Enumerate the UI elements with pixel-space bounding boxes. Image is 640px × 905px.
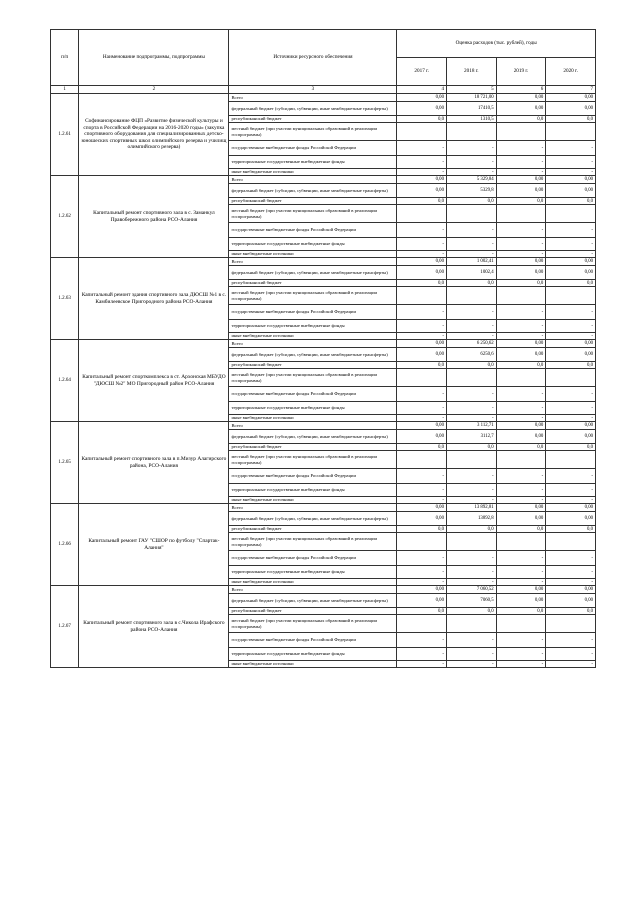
amount-cell: 0,00: [546, 586, 596, 594]
amount-cell: -: [397, 497, 447, 504]
amount-cell: 0,00: [546, 176, 596, 184]
funding-source: местный бюджет (при участии муниципальных образований в реализации госпрограммы): [229, 123, 397, 141]
amount-cell: [496, 123, 546, 141]
amount-cell: 0,00: [546, 258, 596, 266]
amount-cell: [546, 287, 596, 305]
amount-cell: 0,0: [546, 280, 596, 287]
amount-cell: 0,0: [397, 526, 447, 533]
amount-cell: 0,00: [546, 422, 596, 430]
item-name: Софинансирование ФЦП «Развитие физической культуры и спорта в Российской Федерации на 2016-2020 годы» (закупка спортивного оборудования для специализированных детско-юношеских спортивных школ олимпийского резерва и училищ олимпийского резерва): [79, 94, 229, 176]
amount-cell: -: [446, 305, 496, 320]
amount-cell: [546, 533, 596, 551]
amount-cell: 3 112,71: [446, 422, 496, 430]
funding-source: местный бюджет (при участии муниципальных образований в реализации госпрограммы): [229, 533, 397, 551]
item-name: Капитальный ремонт спортивного зала в с.Чикола Ирафского района РСО-Алания: [79, 586, 229, 668]
table-row: [51, 504, 596, 512]
amount-cell: -: [496, 251, 546, 258]
amount-cell: 0,0: [446, 280, 496, 287]
funding-source: государственные внебюджетные фонды Российской Федерации: [229, 223, 397, 238]
amount-cell: -: [496, 169, 546, 176]
amount-cell: [496, 205, 546, 223]
amount-cell: -: [397, 251, 447, 258]
amount-cell: 0,00: [496, 512, 546, 526]
column-number: 6: [496, 86, 546, 94]
funding-source: территориальные государственные внебюджетные фонды: [229, 402, 397, 415]
table-row: [51, 586, 596, 594]
header-num: п/п: [51, 30, 79, 86]
item-name: Капитальный ремонт спорткомплекса в ст. Архонская МБУДО "ДЮСШ №2" МО Пригородный район РСО-Алания: [79, 340, 229, 422]
amount-cell: -: [496, 484, 546, 497]
amount-cell: 0,00: [397, 504, 447, 512]
amount-cell: 0,0: [397, 608, 447, 615]
amount-cell: -: [496, 223, 546, 238]
amount-cell: -: [546, 497, 596, 504]
amount-cell: 0,00: [397, 594, 447, 608]
amount-cell: 0,0: [496, 116, 546, 123]
amount-cell: 0,00: [397, 422, 447, 430]
funding-source: федеральный бюджет (субсидии, субвенции, иные межбюджетные трансферты): [229, 184, 397, 198]
amount-cell: 0,00: [546, 184, 596, 198]
amount-cell: -: [446, 402, 496, 415]
amount-cell: -: [446, 648, 496, 661]
amount-cell: [496, 287, 546, 305]
amount-cell: -: [546, 223, 596, 238]
amount-cell: 0,00: [397, 348, 447, 362]
amount-cell: -: [446, 251, 496, 258]
item-code: 1.2.61: [51, 94, 79, 176]
amount-cell: 0,00: [496, 266, 546, 280]
funding-source: федеральный бюджет (субсидии, субвенции, иные межбюджетные трансферты): [229, 430, 397, 444]
amount-cell: 0,00: [397, 340, 447, 348]
amount-cell: 0,0: [446, 198, 496, 205]
amount-cell: [446, 205, 496, 223]
funding-source: государственные внебюджетные фонды Российской Федерации: [229, 387, 397, 402]
column-number: 1: [51, 86, 79, 94]
amount-cell: [446, 369, 496, 387]
amount-cell: -: [496, 141, 546, 156]
amount-cell: 0,00: [397, 430, 447, 444]
amount-cell: 0,00: [397, 184, 447, 198]
amount-cell: -: [496, 551, 546, 566]
amount-cell: 5 329,84: [446, 176, 496, 184]
amount-cell: -: [446, 141, 496, 156]
amount-cell: -: [496, 320, 546, 333]
amount-cell: -: [397, 320, 447, 333]
amount-cell: [446, 287, 496, 305]
amount-cell: -: [446, 633, 496, 648]
item-code: 1.2.64: [51, 340, 79, 422]
amount-cell: [397, 533, 447, 551]
amount-cell: -: [546, 251, 596, 258]
header-year: 2020 г.: [546, 58, 596, 86]
amount-cell: 0,0: [397, 198, 447, 205]
funding-source: территориальные государственные внебюджетные фонды: [229, 156, 397, 169]
funding-source: иные внебюджетные источники: [229, 415, 397, 422]
funding-source: местный бюджет (при участии муниципальных образований в реализации госпрограммы): [229, 369, 397, 387]
amount-cell: -: [496, 566, 546, 579]
amount-cell: 0,00: [496, 586, 546, 594]
amount-cell: -: [546, 469, 596, 484]
amount-cell: 0,0: [397, 362, 447, 369]
amount-cell: -: [446, 566, 496, 579]
amount-cell: 18 721,00: [446, 94, 496, 102]
amount-cell: -: [546, 633, 596, 648]
amount-cell: 0,00: [496, 258, 546, 266]
amount-cell: 0,00: [546, 512, 596, 526]
amount-cell: [397, 287, 447, 305]
amount-cell: 0,0: [496, 444, 546, 451]
amount-cell: 0,00: [546, 102, 596, 116]
amount-cell: -: [446, 484, 496, 497]
item-code: 1.2.65: [51, 422, 79, 504]
funding-source: федеральный бюджет (субсидии, субвенции, иные межбюджетные трансферты): [229, 102, 397, 116]
amount-cell: 13 892,81: [446, 504, 496, 512]
amount-cell: 7060,5: [446, 594, 496, 608]
funding-source: федеральный бюджет (субсидии, субвенции, иные межбюджетные трансферты): [229, 512, 397, 526]
amount-cell: -: [496, 156, 546, 169]
amount-cell: -: [397, 415, 447, 422]
column-number: 4: [397, 86, 447, 94]
amount-cell: 7 060,52: [446, 586, 496, 594]
header-estimate: Оценка расходов (тыс. рублей), годы: [397, 30, 596, 58]
amount-cell: 13892,8: [446, 512, 496, 526]
amount-cell: 0,0: [546, 198, 596, 205]
amount-cell: -: [397, 402, 447, 415]
funding-source: территориальные государственные внебюджетные фонды: [229, 566, 397, 579]
amount-cell: -: [546, 484, 596, 497]
amount-cell: 5329,8: [446, 184, 496, 198]
funding-source: федеральный бюджет (субсидии, субвенции, иные межбюджетные трансферты): [229, 348, 397, 362]
amount-cell: 0,00: [546, 266, 596, 280]
amount-cell: -: [446, 320, 496, 333]
funding-source: республиканский бюджет: [229, 198, 397, 205]
amount-cell: 0,0: [446, 362, 496, 369]
amount-cell: 3112,7: [446, 430, 496, 444]
amount-cell: -: [446, 238, 496, 251]
amount-cell: -: [397, 141, 447, 156]
amount-cell: -: [546, 551, 596, 566]
funding-source: иные внебюджетные источники: [229, 169, 397, 176]
amount-cell: [546, 451, 596, 469]
amount-cell: -: [496, 333, 546, 340]
amount-cell: -: [397, 169, 447, 176]
table-row: [51, 258, 596, 266]
amount-cell: -: [546, 141, 596, 156]
funding-source: территориальные государственные внебюджетные фонды: [229, 484, 397, 497]
amount-cell: -: [496, 633, 546, 648]
item-code: 1.2.66: [51, 504, 79, 586]
funding-source: иные внебюджетные источники: [229, 251, 397, 258]
header-name: Наименование подпрограммы, подпрограммы: [79, 30, 229, 86]
amount-cell: [446, 451, 496, 469]
amount-cell: -: [496, 402, 546, 415]
amount-cell: 0,00: [397, 94, 447, 102]
funding-source: территориальные государственные внебюджетные фонды: [229, 238, 397, 251]
amount-cell: [397, 451, 447, 469]
amount-cell: 1 002,41: [446, 258, 496, 266]
amount-cell: -: [446, 333, 496, 340]
funding-source: республиканский бюджет: [229, 116, 397, 123]
header-year: 2017 г.: [397, 58, 447, 86]
column-number: 2: [79, 86, 229, 94]
amount-cell: [446, 533, 496, 551]
amount-cell: 6 250,62: [446, 340, 496, 348]
amount-cell: 0,00: [496, 184, 546, 198]
amount-cell: -: [496, 387, 546, 402]
amount-cell: -: [496, 415, 546, 422]
amount-cell: -: [397, 661, 447, 668]
amount-cell: 0,0: [546, 444, 596, 451]
amount-cell: 0,0: [496, 198, 546, 205]
header-year: 2018 г.: [446, 58, 496, 86]
column-number: 5: [446, 86, 496, 94]
amount-cell: -: [446, 169, 496, 176]
funding-source: Всего: [229, 422, 397, 430]
amount-cell: -: [496, 661, 546, 668]
amount-cell: -: [446, 223, 496, 238]
column-number: 3: [229, 86, 397, 94]
funding-source: иные внебюджетные источники: [229, 661, 397, 668]
funding-source: местный бюджет (при участии муниципальных образований в реализации госпрограммы): [229, 287, 397, 305]
funding-source: государственные внебюджетные фонды Российской Федерации: [229, 141, 397, 156]
amount-cell: 0,00: [496, 340, 546, 348]
amount-cell: -: [546, 566, 596, 579]
amount-cell: -: [446, 661, 496, 668]
item-name: Капитальный ремонт спортивного зала в п.Мизур Алагирского района, РСО-Алания: [79, 422, 229, 504]
header-source: Источники ресурсного обеспечения: [229, 30, 397, 86]
amount-cell: 0,00: [496, 430, 546, 444]
amount-cell: -: [397, 238, 447, 251]
funding-source: государственные внебюджетные фонды Российской Федерации: [229, 633, 397, 648]
table-row: [51, 340, 596, 348]
amount-cell: 0,00: [546, 594, 596, 608]
amount-cell: -: [546, 333, 596, 340]
amount-cell: -: [496, 579, 546, 586]
funding-source: республиканский бюджет: [229, 608, 397, 615]
amount-cell: 1310,5: [446, 116, 496, 123]
item-code: 1.2.62: [51, 176, 79, 258]
item-name: Капитальный ремонт ГАУ "СШОР по футболу "Спартак-Алания": [79, 504, 229, 586]
amount-cell: [397, 369, 447, 387]
funding-source: иные внебюджетные источники: [229, 497, 397, 504]
amount-cell: 0,0: [546, 608, 596, 615]
amount-cell: -: [397, 484, 447, 497]
funding-source: местный бюджет (при участии муниципальных образований в реализации госпрограммы): [229, 615, 397, 633]
amount-cell: -: [397, 566, 447, 579]
funding-source: федеральный бюджет (субсидии, субвенции, иные межбюджетные трансферты): [229, 266, 397, 280]
amount-cell: -: [546, 387, 596, 402]
table-row: [51, 422, 596, 430]
amount-cell: -: [397, 648, 447, 661]
amount-cell: [397, 123, 447, 141]
amount-cell: -: [397, 305, 447, 320]
amount-cell: [397, 615, 447, 633]
amount-cell: -: [546, 305, 596, 320]
amount-cell: [496, 369, 546, 387]
funding-source: государственные внебюджетные фонды Российской Федерации: [229, 305, 397, 320]
amount-cell: -: [446, 156, 496, 169]
amount-cell: 0,0: [446, 608, 496, 615]
amount-cell: 0,00: [496, 348, 546, 362]
amount-cell: -: [446, 387, 496, 402]
funding-source: республиканский бюджет: [229, 280, 397, 287]
amount-cell: 0,00: [397, 176, 447, 184]
amount-cell: 17410,5: [446, 102, 496, 116]
funding-source: Всего: [229, 504, 397, 512]
amount-cell: -: [546, 402, 596, 415]
funding-source: федеральный бюджет (субсидии, субвенции, иные межбюджетные трансферты): [229, 594, 397, 608]
amount-cell: -: [397, 333, 447, 340]
amount-cell: -: [446, 579, 496, 586]
amount-cell: -: [546, 238, 596, 251]
amount-cell: 0,0: [397, 116, 447, 123]
funding-source: территориальные государственные внебюджетные фонды: [229, 320, 397, 333]
amount-cell: 0,00: [546, 94, 596, 102]
amount-cell: -: [397, 469, 447, 484]
amount-cell: 0,0: [446, 444, 496, 451]
amount-cell: -: [446, 469, 496, 484]
amount-cell: 0,00: [546, 504, 596, 512]
amount-cell: -: [546, 648, 596, 661]
item-name: Капитальный ремонт спортивного зала в с. Заманкул Правобережного района РСО-Алания: [79, 176, 229, 258]
funding-source: республиканский бюджет: [229, 444, 397, 451]
table-row: [51, 94, 596, 102]
funding-source: иные внебюджетные источники: [229, 333, 397, 340]
amount-cell: 0,00: [546, 348, 596, 362]
amount-cell: 0,00: [397, 586, 447, 594]
amount-cell: 0,0: [496, 608, 546, 615]
funding-source: территориальные государственные внебюджетные фонды: [229, 648, 397, 661]
amount-cell: -: [496, 238, 546, 251]
funding-source: Всего: [229, 94, 397, 102]
amount-cell: 0,0: [546, 116, 596, 123]
amount-cell: 0,0: [446, 526, 496, 533]
amount-cell: 0,0: [397, 280, 447, 287]
amount-cell: [496, 615, 546, 633]
amount-cell: 0,0: [546, 362, 596, 369]
funding-source: государственные внебюджетные фонды Российской Федерации: [229, 469, 397, 484]
amount-cell: [397, 205, 447, 223]
amount-cell: 0,00: [496, 102, 546, 116]
funding-source: Всего: [229, 586, 397, 594]
funding-source: республиканский бюджет: [229, 526, 397, 533]
funding-source: Всего: [229, 176, 397, 184]
amount-cell: [496, 533, 546, 551]
amount-cell: [496, 451, 546, 469]
amount-cell: 0,00: [496, 94, 546, 102]
amount-cell: -: [446, 415, 496, 422]
amount-cell: [546, 205, 596, 223]
amount-cell: -: [446, 551, 496, 566]
funding-source: Всего: [229, 340, 397, 348]
amount-cell: -: [496, 648, 546, 661]
amount-cell: 6250,6: [446, 348, 496, 362]
amount-cell: [446, 123, 496, 141]
amount-cell: 0,00: [496, 504, 546, 512]
funding-source: Всего: [229, 258, 397, 266]
funding-source: республиканский бюджет: [229, 362, 397, 369]
amount-cell: 0,0: [496, 280, 546, 287]
header-row-numbers: [51, 86, 596, 94]
funding-source: местный бюджет (при участии муниципальных образований в реализации госпрограммы): [229, 451, 397, 469]
amount-cell: -: [546, 320, 596, 333]
funding-source: государственные внебюджетные фонды Российской Федерации: [229, 551, 397, 566]
amount-cell: 0,0: [496, 526, 546, 533]
amount-cell: -: [496, 305, 546, 320]
amount-cell: [446, 615, 496, 633]
amount-cell: -: [546, 169, 596, 176]
amount-cell: -: [397, 387, 447, 402]
item-name: Капитальный ремонт здания спортивного зала ДЮСШ №1 в с. Камбилеевское Пригородного района РСО-Алания: [79, 258, 229, 340]
amount-cell: -: [397, 223, 447, 238]
amount-cell: 0,00: [397, 266, 447, 280]
amount-cell: 0,0: [397, 444, 447, 451]
amount-cell: -: [546, 579, 596, 586]
amount-cell: -: [546, 661, 596, 668]
amount-cell: 0,00: [496, 594, 546, 608]
header-row-top: [51, 30, 596, 58]
amount-cell: -: [446, 497, 496, 504]
table-row: [51, 176, 596, 184]
amount-cell: 0,0: [496, 362, 546, 369]
header-year: 2019 г.: [496, 58, 546, 86]
amount-cell: -: [496, 469, 546, 484]
amount-cell: 0,00: [397, 258, 447, 266]
table-body: [51, 94, 596, 668]
amount-cell: 1002,4: [446, 266, 496, 280]
funding-source: местный бюджет (при участии муниципальных образований в реализации госпрограммы): [229, 205, 397, 223]
amount-cell: -: [546, 156, 596, 169]
amount-cell: 0,00: [546, 430, 596, 444]
column-number: 7: [546, 86, 596, 94]
amount-cell: [546, 369, 596, 387]
amount-cell: 0,0: [546, 526, 596, 533]
amount-cell: -: [546, 415, 596, 422]
amount-cell: 0,00: [397, 512, 447, 526]
amount-cell: 0,00: [397, 102, 447, 116]
amount-cell: 0,00: [496, 422, 546, 430]
amount-cell: -: [397, 551, 447, 566]
item-code: 1.2.63: [51, 258, 79, 340]
amount-cell: 0,00: [546, 340, 596, 348]
item-code: 1.2.67: [51, 586, 79, 668]
amount-cell: [546, 123, 596, 141]
amount-cell: -: [496, 497, 546, 504]
amount-cell: -: [397, 579, 447, 586]
budget-table: [50, 29, 596, 668]
funding-source: иные внебюджетные источники: [229, 579, 397, 586]
amount-cell: 0,00: [496, 176, 546, 184]
amount-cell: [546, 615, 596, 633]
amount-cell: -: [397, 633, 447, 648]
amount-cell: -: [397, 156, 447, 169]
